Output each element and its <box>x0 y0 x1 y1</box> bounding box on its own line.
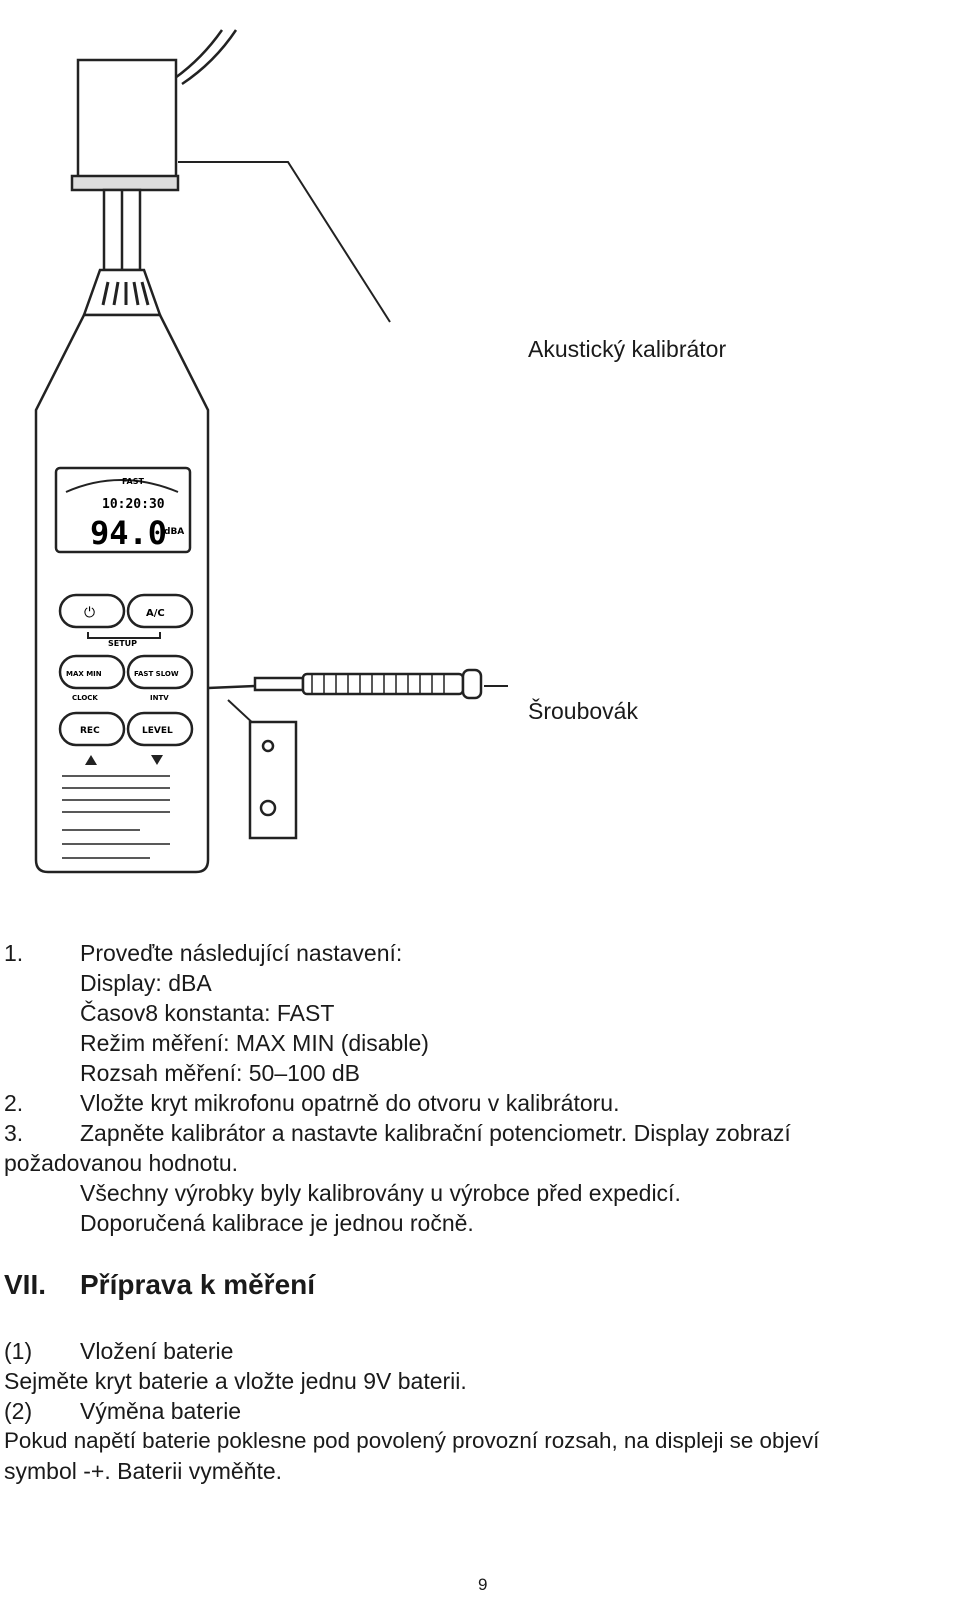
section-number: VII. <box>4 1269 47 1300</box>
display-value: 94.0 <box>90 514 168 552</box>
ac-button-label: A/C <box>146 608 165 619</box>
intv-label: INTV <box>150 694 169 702</box>
level-button-label: LEVEL <box>142 726 173 736</box>
display-unit: dBA <box>164 527 185 537</box>
page-number: 9 <box>478 1575 488 1594</box>
maxmin-button-label: MAX MIN <box>66 670 102 678</box>
display-time: 10:20:30 <box>102 497 165 512</box>
rec-button-label: REC <box>80 726 100 736</box>
section-title: Příprava k měření <box>80 1269 316 1300</box>
setup-label: SETUP <box>108 639 138 648</box>
calibrator-label: Akustický kalibrátor <box>528 336 727 362</box>
power-button-label: ⏻ <box>84 605 96 621</box>
fastslow-button-label: FAST SLOW <box>134 670 179 678</box>
display-mode: FAST <box>122 477 144 486</box>
clock-label: CLOCK <box>72 694 98 702</box>
screwdriver-label: Šroubovák <box>528 698 638 724</box>
